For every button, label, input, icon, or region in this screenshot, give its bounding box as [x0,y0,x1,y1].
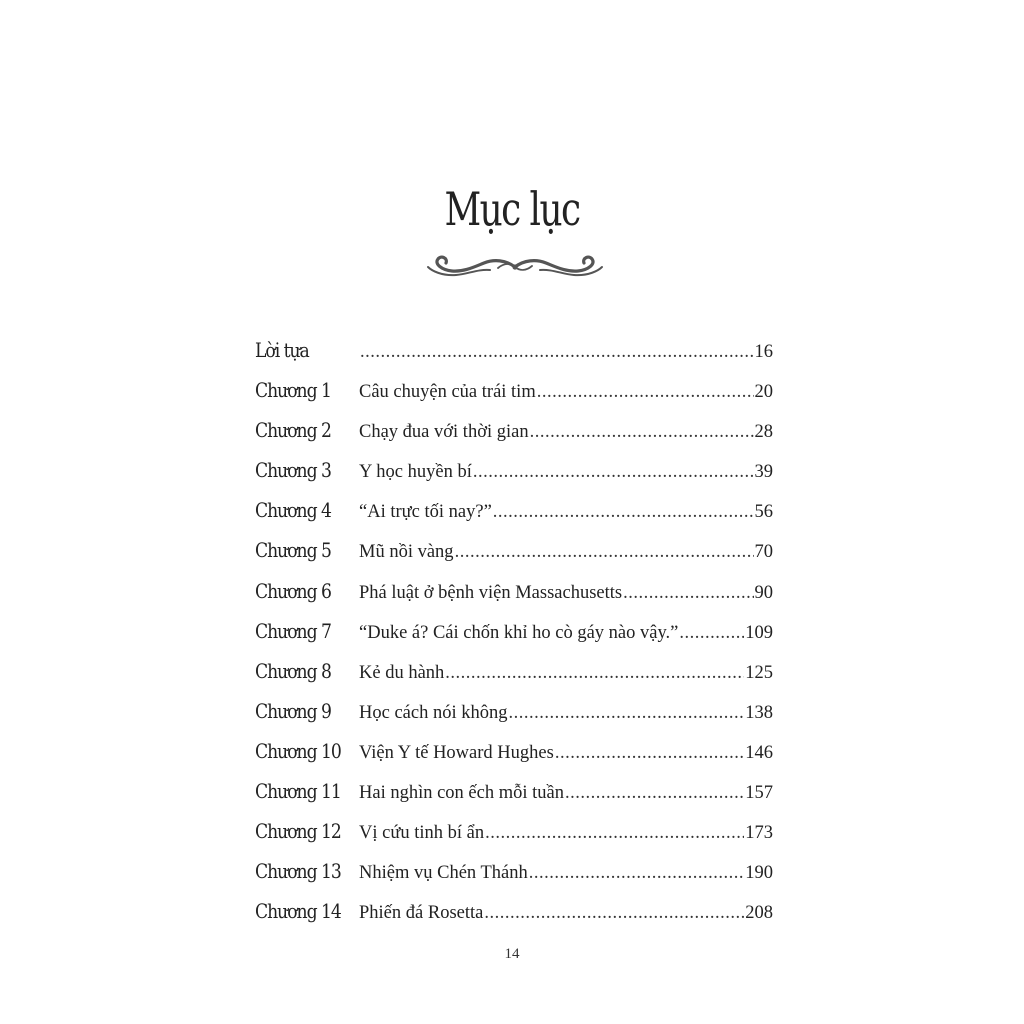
dot-leader [508,703,744,724]
toc-entry [255,332,773,372]
toc-entry [255,893,773,933]
page-number: 14 [504,946,520,962]
toc-entry-title: Vị cứu tinh bí ẩn [359,823,485,844]
toc-chapter-label: Chương 8 [255,658,331,683]
toc-entry-line [359,462,773,483]
toc-entry-line [359,743,773,764]
toc-entry-line [359,663,773,684]
dot-leader [360,342,754,363]
toc-entry-line [359,703,773,724]
toc-entry [255,573,773,613]
toc-chapter-label: Chương 4 [255,498,331,523]
dot-leader [529,863,745,884]
dot-leader [473,462,754,483]
toc-entry-title: Kẻ du hành [359,662,445,683]
table-of-contents [255,332,773,933]
toc-entry [255,853,773,893]
toc-entry-line [359,863,773,884]
toc-entry [255,693,773,733]
toc-chapter-label: Chương 11 [255,779,341,804]
toc-page-number: 109 [745,622,773,643]
toc-page-number: 70 [754,542,773,563]
toc-page-number: 125 [745,662,773,683]
toc-chapter-label: Chương 12 [255,819,341,844]
toc-entry [255,653,773,693]
toc-entry [255,773,773,813]
toc-entry-line [359,502,773,523]
toc-entry-title: Nhiệm vụ Chén Thánh [359,863,528,884]
toc-page-number: 173 [745,823,773,844]
toc-page-number: 90 [754,582,773,603]
toc-chapter-label: Chương 3 [255,458,331,483]
dot-leader [484,903,744,924]
toc-entry-title: Viện Y tế Howard Hughes [359,742,554,763]
toc-page-number: 146 [745,742,773,763]
dot-leader [555,743,744,764]
toc-entry-line [359,382,773,403]
dot-leader [445,663,744,684]
toc-entry-title: “Ai trực tối nay?” [359,502,492,523]
toc-entry [255,613,773,653]
toc-entry-title: Câu chuyện của trái tim [359,382,536,403]
toc-entry-line [359,823,773,844]
dot-leader [455,542,754,563]
toc-page-number: 20 [754,382,773,403]
toc-entry [255,412,773,452]
toc-entry-title: “Duke á? Cái chốn khỉ ho cò gáy nào vậy.” [359,622,679,643]
toc-entry [255,372,773,412]
toc-entry-line [359,903,773,924]
toc-chapter-label: Lời tựa [255,338,309,362]
toc-chapter-label: Chương 7 [255,618,331,643]
dot-leader [565,783,744,804]
toc-chapter-label: Chương 13 [255,859,341,884]
toc-entry-title: Phá luật ở bệnh viện Massachusetts [359,582,623,603]
page-title: Mục lục [444,182,580,236]
toc-entry [255,452,773,492]
toc-entry-title: Học cách nói không [359,702,508,723]
toc-entry-title: Hai nghìn con ếch mỗi tuần [359,783,564,804]
dot-leader [679,623,744,644]
toc-page-number: 16 [754,342,773,362]
toc-page-number: 39 [754,462,773,483]
toc-chapter-label: Chương 6 [255,578,331,603]
toc-entry [255,492,773,532]
toc-chapter-label: Chương 5 [255,538,331,563]
dot-leader [530,422,754,443]
toc-entry-title: Chạy đua với thời gian [359,422,529,443]
toc-chapter-label: Chương 10 [255,738,341,763]
toc-entry-line [359,783,773,804]
toc-page-number: 157 [745,783,773,804]
toc-entry [255,532,773,572]
toc-page-number: 208 [745,903,773,924]
toc-entry-line [359,342,773,363]
toc-page-number: 190 [745,863,773,884]
toc-entry-line [359,623,773,644]
dot-leader [493,502,754,523]
toc-chapter-label: Chương 2 [255,418,331,443]
toc-entry [255,813,773,853]
toc-entry-line [359,422,773,443]
dot-leader [537,382,754,403]
toc-entry-title: Mũ nồi vàng [359,542,454,563]
dot-leader [485,823,744,844]
toc-chapter-label: Chương 1 [255,378,331,403]
toc-chapter-label: Chương 9 [255,698,331,723]
toc-entry-title: Y học huyền bí [359,462,472,483]
dot-leader [623,583,753,604]
toc-entry-line [359,583,773,604]
toc-chapter-label: Chương 14 [255,899,341,924]
toc-entry-title: Phiến đá Rosetta [359,903,484,924]
toc-page-number: 56 [754,502,773,523]
flourish-divider-icon [420,250,610,284]
toc-entry-line [359,542,773,563]
toc-page-number: 138 [745,702,773,723]
toc-entry [255,733,773,773]
toc-page-number: 28 [754,422,773,443]
